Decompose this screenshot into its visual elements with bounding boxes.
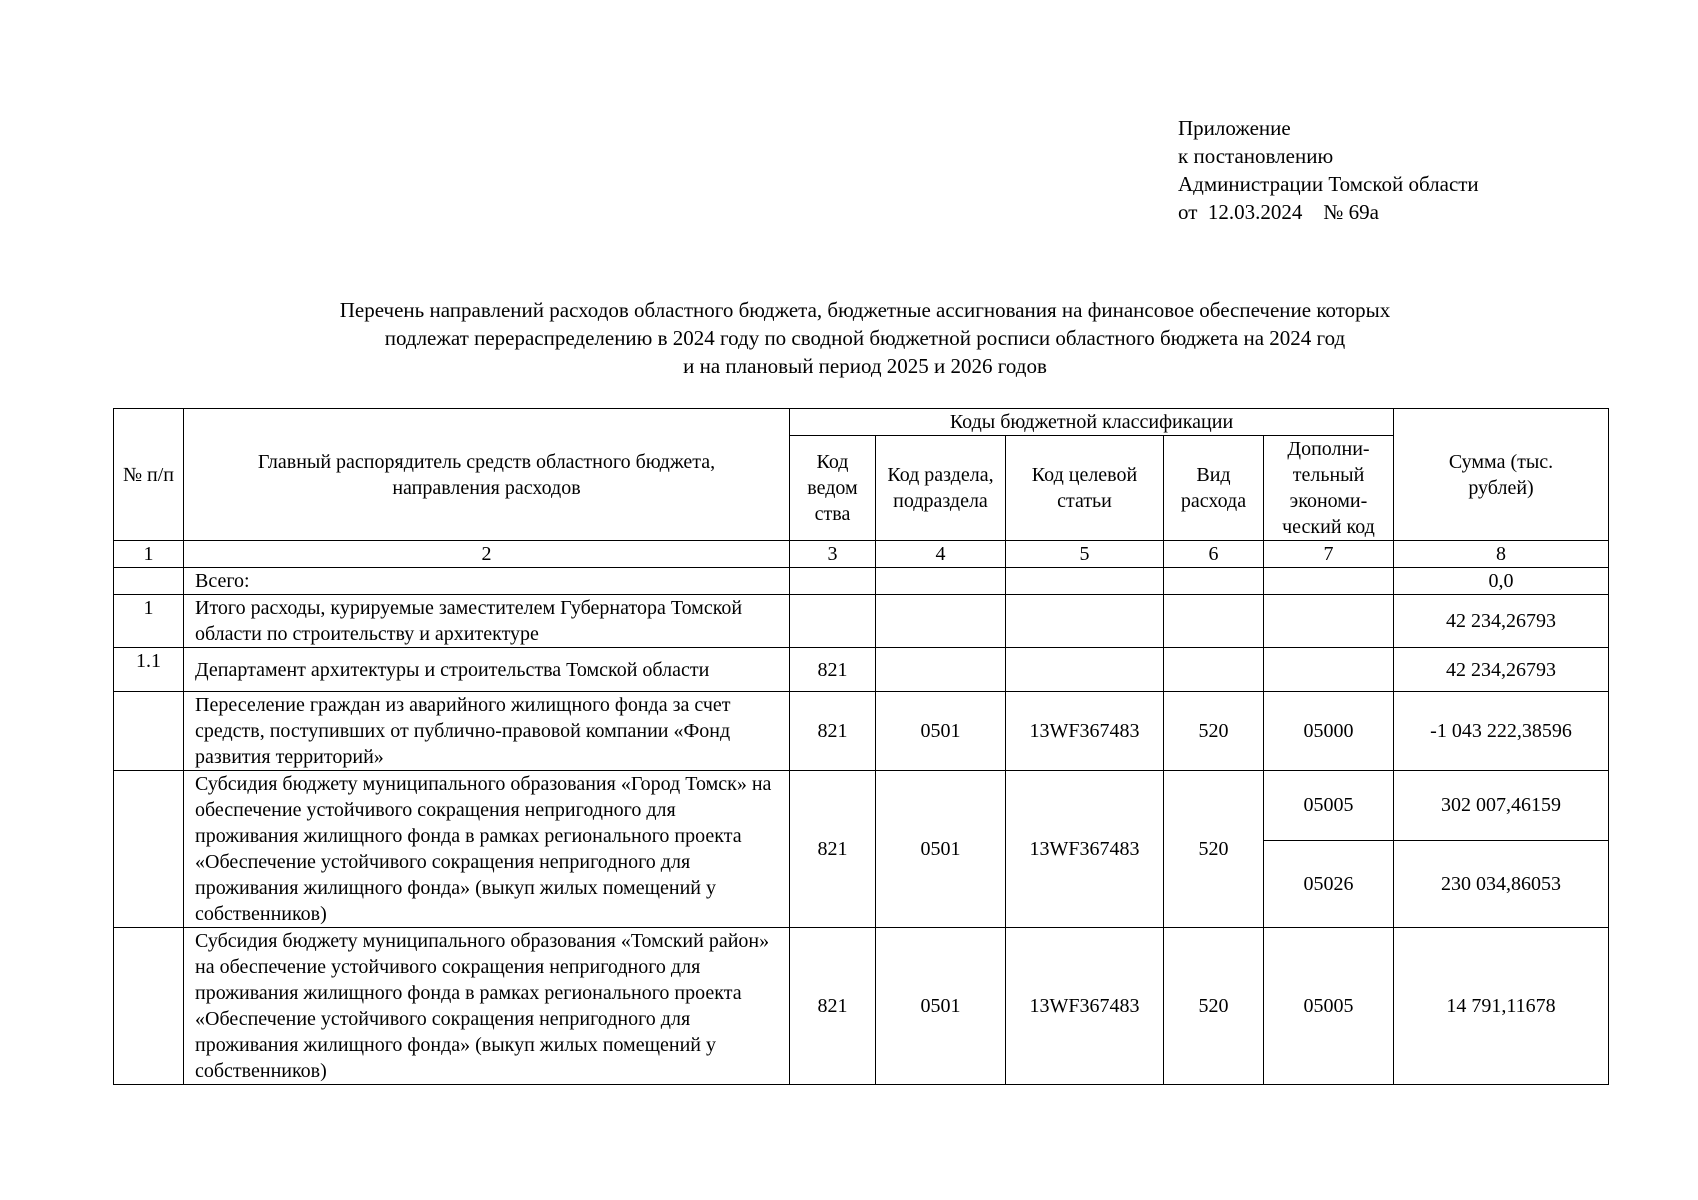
row-dept-code: 821 — [790, 771, 876, 928]
column-numbers-row — [114, 541, 1609, 568]
row-section-code: 0501 — [876, 692, 1006, 771]
budget-table — [113, 408, 1609, 1085]
col-number: 4 — [876, 541, 1006, 568]
appendix-line-2: к постановлению — [1178, 144, 1334, 168]
row-sum: 42 234,26793 — [1394, 648, 1609, 692]
total-label: Всего: — [184, 568, 790, 595]
row-section-code: 0501 — [876, 771, 1006, 928]
col-number: 2 — [184, 541, 790, 568]
row-name: Субсидия бюджету муниципального образования «Томский район» на обеспечение устойчивого сокращения непригодного для проживания жилищного фонда в рамках регионального проекта «Обеспечение устойчивого сокращения непригодного для проживания жилищного фонда» (выкуп жилых помещений у собственников) — [184, 928, 790, 1085]
total-row — [114, 568, 1609, 595]
appendix-line-3: Администрации Томской области — [1178, 172, 1479, 196]
title-line-2: подлежат перераспределению в 2024 году по сводной бюджетной росписи областного бюджета на 2024 год — [384, 326, 1346, 350]
appendix-line-4: от 12.03.2024 № 69а — [1178, 200, 1380, 224]
header-dept-code: Код ведом ства — [790, 436, 876, 541]
header-name: Главный распорядитель средств областного бюджета, направления расходов — [184, 409, 790, 541]
row-dept-code: 821 — [790, 928, 876, 1085]
header-row-1 — [114, 409, 1609, 436]
header-extra-code: Дополни-тельный экономи-ческий код — [1264, 436, 1394, 541]
title-line-1: Перечень направлений расходов областного бюджета, бюджетные ассигнования на финансовое обеспечение которых — [339, 298, 1391, 322]
appendix-block — [1178, 114, 1479, 226]
table-row — [114, 771, 1609, 841]
row-extra-code: 05000 — [1264, 692, 1394, 771]
table-row — [114, 595, 1609, 648]
row-name: Переселение граждан из аварийного жилищного фонда за счет средств, поступивших от публично-правовой компании «Фонд развития территорий» — [184, 692, 790, 771]
document-title — [100, 296, 1630, 380]
row-section-code: 0501 — [876, 928, 1006, 1085]
row-expense-type: 520 — [1164, 928, 1264, 1085]
row-sum: 14 791,11678 — [1394, 928, 1609, 1085]
row-name: Субсидия бюджету муниципального образования «Город Томск» на обеспечение устойчивого сокращения непригодного для проживания жилищного фонда в рамках регионального проекта «Обеспечение устойчивого сокращения непригодного для проживания жилищного фонда» (выкуп жилых помещений у собственников) — [184, 771, 790, 928]
col-number: 8 — [1394, 541, 1609, 568]
col-number: 1 — [114, 541, 184, 568]
row-dept-code: 821 — [790, 648, 876, 692]
col-number: 6 — [1164, 541, 1264, 568]
row-num: 1 — [114, 595, 184, 648]
col-number: 7 — [1264, 541, 1394, 568]
appendix-line-1: Приложение — [1178, 116, 1291, 140]
header-expense-type: Вид расхода — [1164, 436, 1264, 541]
row-extra-code: 05026 — [1264, 840, 1394, 927]
table-row — [114, 692, 1609, 771]
col-number: 3 — [790, 541, 876, 568]
row-num: 1.1 — [114, 648, 184, 692]
row-name: Департамент архитектуры и строительства Томской области — [184, 648, 790, 692]
row-sum: 302 007,46159 — [1394, 771, 1609, 841]
row-target-code: 13WF367483 — [1006, 771, 1164, 928]
header-section-code: Код раздела, подраздела — [876, 436, 1006, 541]
row-expense-type: 520 — [1164, 771, 1264, 928]
row-sum: 42 234,26793 — [1394, 595, 1609, 648]
header-sum: Сумма (тыс. рублей) — [1394, 409, 1609, 541]
row-name: Итого расходы, курируемые заместителем Губернатора Томской области по строительству и архитектуре — [184, 595, 790, 648]
header-num: № п/п — [114, 409, 184, 541]
row-sum: -1 043 222,38596 — [1394, 692, 1609, 771]
row-target-code: 13WF367483 — [1006, 928, 1164, 1085]
row-extra-code: 05005 — [1264, 771, 1394, 841]
table-row — [114, 648, 1609, 692]
header-codes-group: Коды бюджетной классификации — [790, 409, 1394, 436]
row-target-code: 13WF367483 — [1006, 692, 1164, 771]
row-dept-code: 821 — [790, 692, 876, 771]
col-number: 5 — [1006, 541, 1164, 568]
table-row — [114, 928, 1609, 1085]
row-expense-type: 520 — [1164, 692, 1264, 771]
row-sum: 230 034,86053 — [1394, 840, 1609, 927]
row-extra-code: 05005 — [1264, 928, 1394, 1085]
title-line-3: и на плановый период 2025 и 2026 годов — [683, 354, 1047, 378]
header-target-code: Код целевой статьи — [1006, 436, 1164, 541]
total-sum: 0,0 — [1394, 568, 1609, 595]
